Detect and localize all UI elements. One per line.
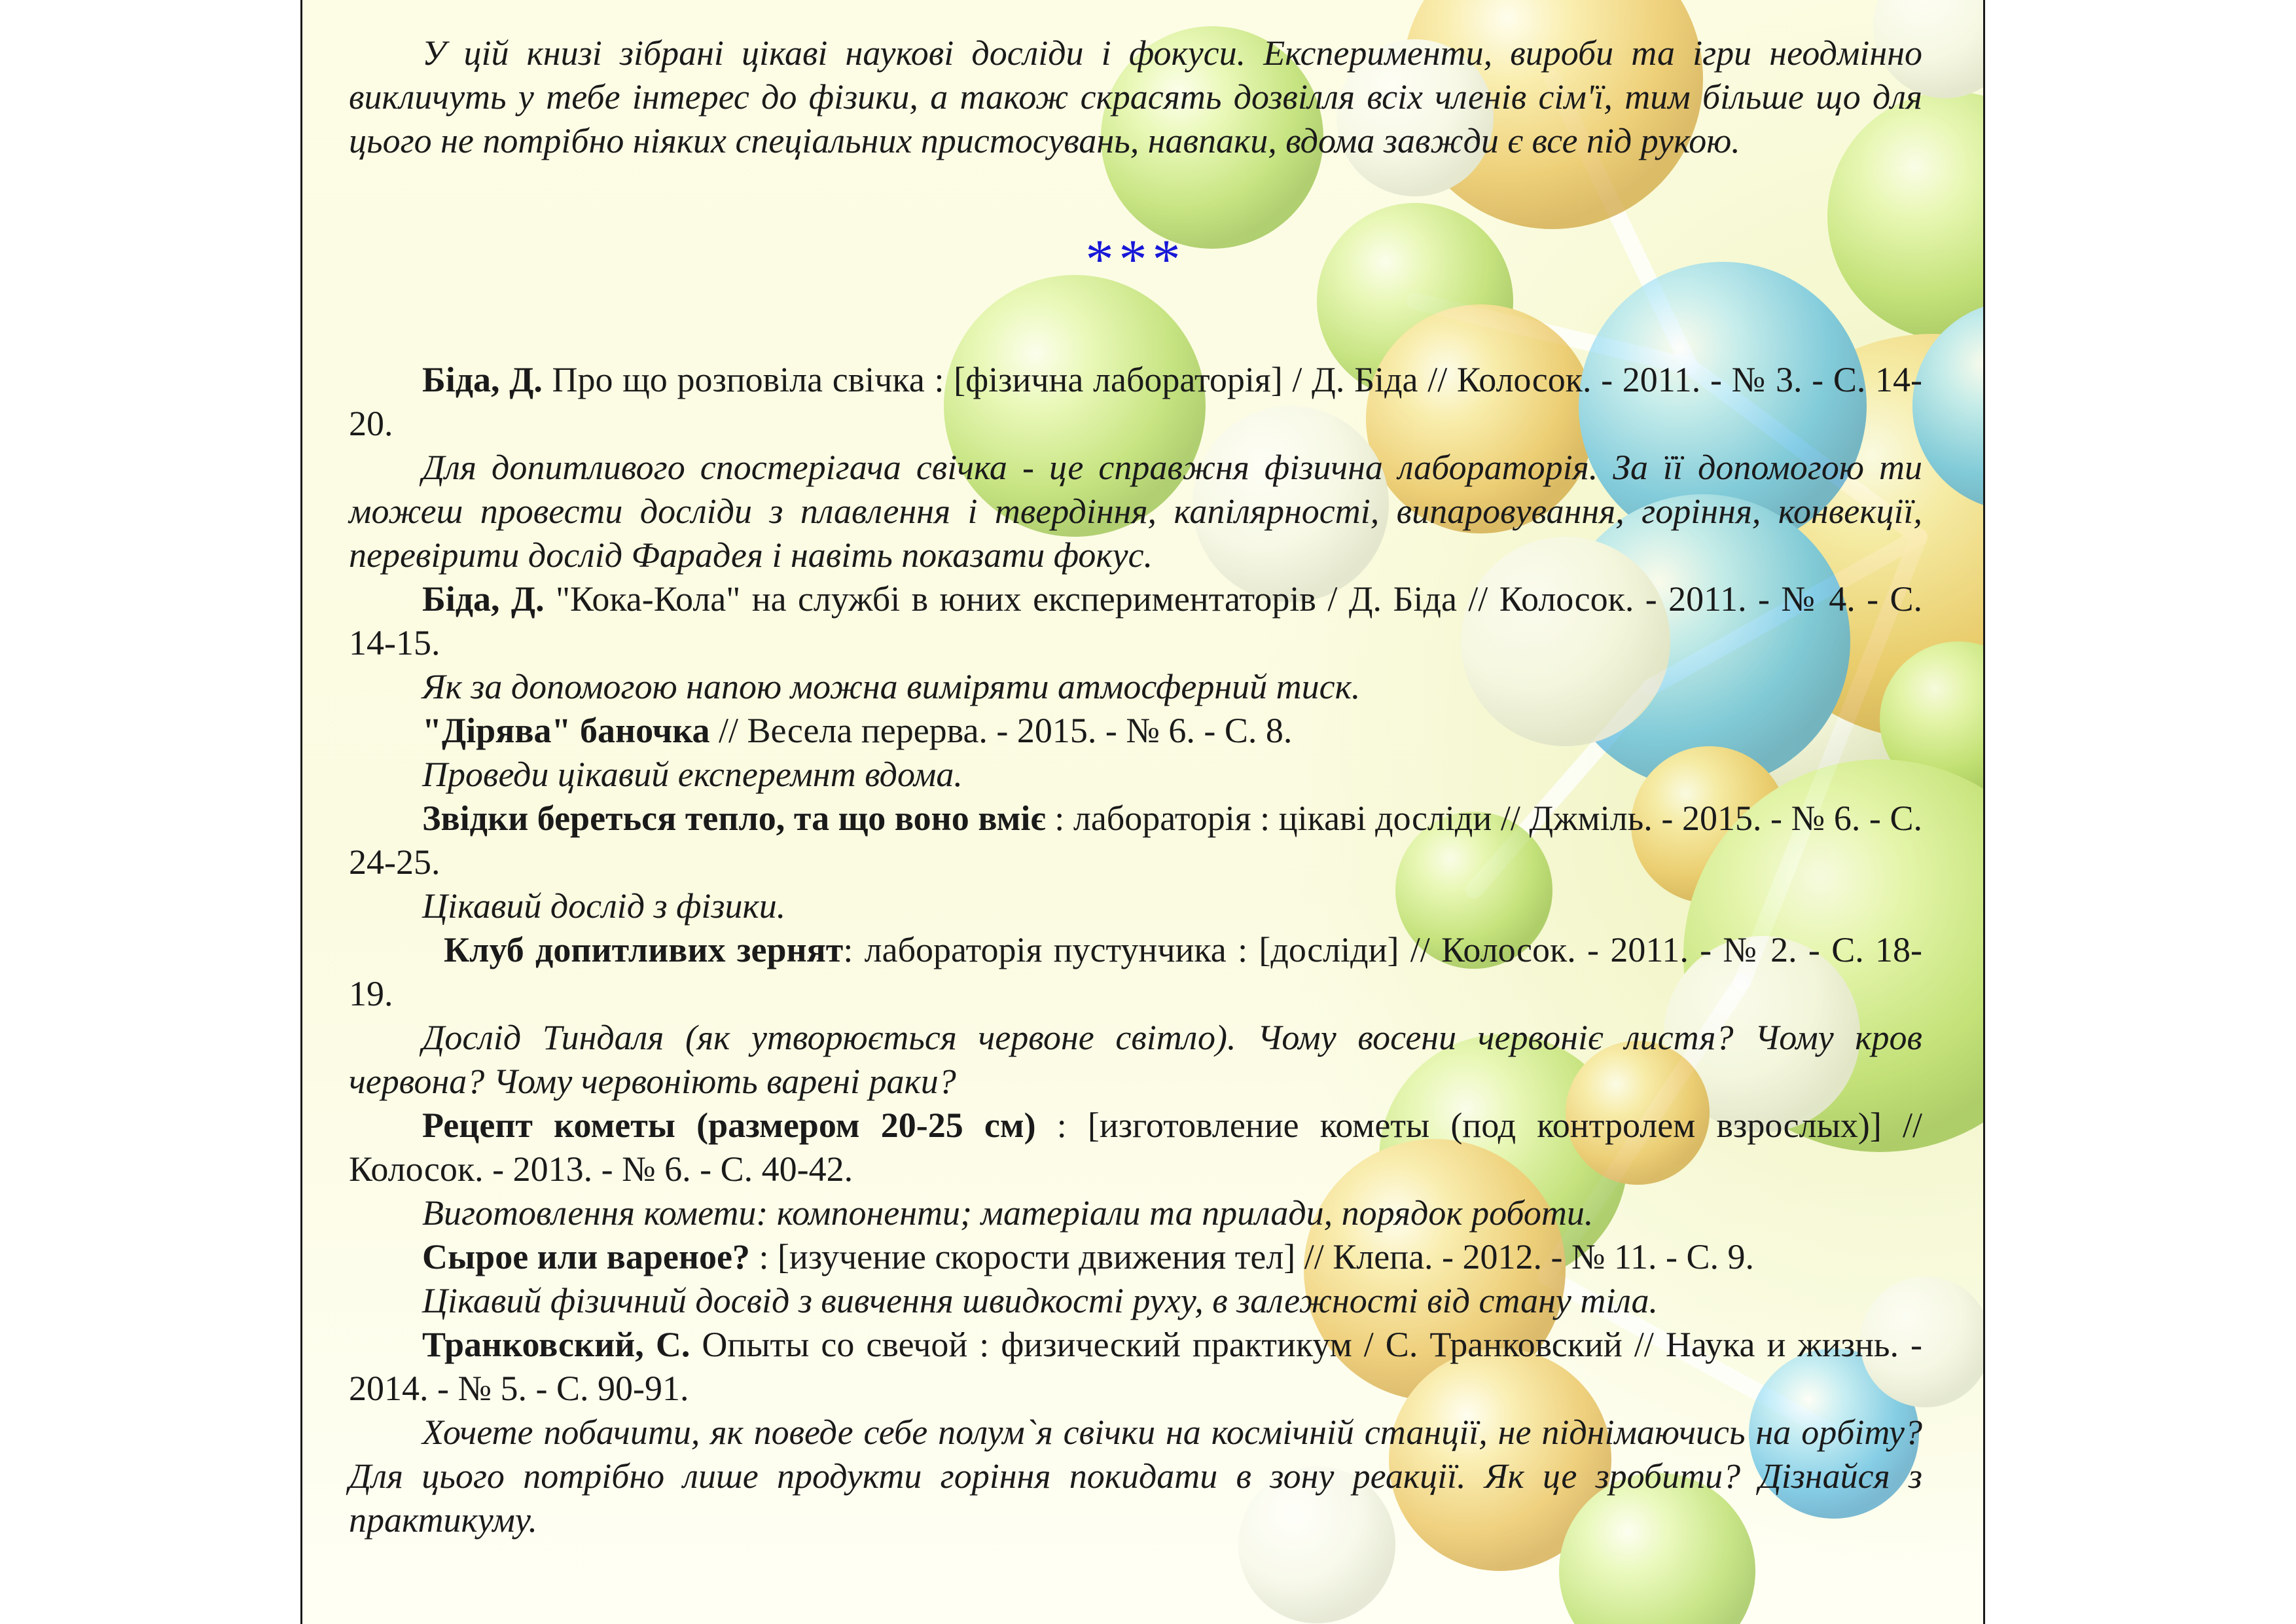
entry-citation: // Весела перерва. - 2015. - № 6. - С. 8. <box>709 711 1293 750</box>
bib-entry <box>349 1235 1922 1279</box>
entry-title: Біда, Д. <box>422 579 545 619</box>
page-frame <box>300 0 1985 1624</box>
entry-citation: : [изучение скорости движения тел] // Клепа. - 2012. - № 11. - С. 9. <box>749 1237 1755 1276</box>
entry-annotation: Хочете побачити, як поведе себе полум`я свічки на космічній станції, не піднімаючись на орбіту? Для цього потрібно лише продукти горіння покидати в зону реакції. Як це зробити? Дізнайся з практикуму. <box>349 1413 1922 1540</box>
entry-annotation: Як за допомогою напою можна виміряти атмосферний тиск. <box>422 667 1361 706</box>
bib-entry <box>349 797 1922 884</box>
entry-annotation: Цікавий дослід з фізики. <box>422 886 786 926</box>
entry-annotation: Дослід Тиндаля (як утворюється червоне світло). Чому восени червоніє листя? Чому кров червона? Чому червоніють варені раки? <box>349 1018 1922 1101</box>
entry-title: Звідки береться тепло, та що воно вміє <box>422 799 1046 838</box>
entry-title: "Дірява" баночка <box>422 711 710 750</box>
entry-citation: Опыты со свечой : физический практикум / С. Транковский // Наука и жизнь. - 2014. - № 5. - С. 90-91. <box>349 1325 1923 1408</box>
entry-citation: Про що розповіла свічка : [фізична лабораторія] / Д. Біда // Колосок. - 2011. - № 3. - С. 14-20. <box>349 360 1923 443</box>
bib-entry <box>349 577 1922 665</box>
section-separator: *** <box>1085 228 1186 291</box>
entry-title: Сырое или вареное? <box>422 1237 750 1276</box>
entry-citation: : лабораторія пустунчика : [досліди] // Колосок. - 2011. - № 2. - С. 18-19. <box>349 930 1923 1013</box>
bib-entry <box>349 928 1922 1016</box>
entry-citation: : лабораторія : цікаві досліди // Джміль. - 2015. - № 6. - С. 24-25. <box>349 799 1922 882</box>
entry-title: Біда, Д. <box>422 360 543 399</box>
entry-annotation: Виготовлення комети: компоненти; матеріали та прилади, порядок роботи. <box>422 1193 1594 1233</box>
bib-entry <box>349 1104 1922 1191</box>
intro-annotation: У цій книзі зібрані цікаві наукові досліди і фокуси. Експерименти, вироби та ігри неодмінно викличуть у тебе інтерес до фізики, а також скрасять дозвілля всіх членів сім'ї, тим більше що для цього не потрібно ніяких спеціальних пристосувань, навпаки, вдома завжди є все під рукою. <box>349 33 1922 160</box>
entry-title: Транковский, С. <box>422 1325 691 1364</box>
bib-entry <box>349 709 1922 753</box>
bib-entry <box>349 1323 1922 1411</box>
separator-spacer <box>349 289 1922 358</box>
entry-annotation: Цікавий фізичний досвід з вивчення швидкості руху, в залежності від стану тіла. <box>422 1281 1659 1320</box>
entry-annotation: Проведи цікавий експеремнт вдома. <box>422 755 963 794</box>
entry-title: Клуб допитливих зернят <box>444 930 844 969</box>
bibliography-content <box>349 31 1922 1542</box>
entry-citation: "Кока-Кола" на службі в юних експериментаторів / Д. Біда // Колосок. - 2011. - № 4. - С. 14-15. <box>349 579 1923 662</box>
bib-entry <box>349 358 1922 446</box>
entry-title: Рецепт кометы (размером 20-25 см) <box>422 1106 1036 1145</box>
entry-annotation: Для допитливого спостерігача свічка - це справжня фізична лабораторія. За її допомогою ти можеш провести досліди з плавлення і твердіння, капілярності, випаровування, горіння, конвекції, перевірити дослід Фарадея і навіть показати фокус. <box>349 448 1922 575</box>
entry-citation: : [изготовление кометы (под контролем взрослых)] // Колосок. - 2013. - № 6. - С. 40-42. <box>349 1106 1922 1189</box>
